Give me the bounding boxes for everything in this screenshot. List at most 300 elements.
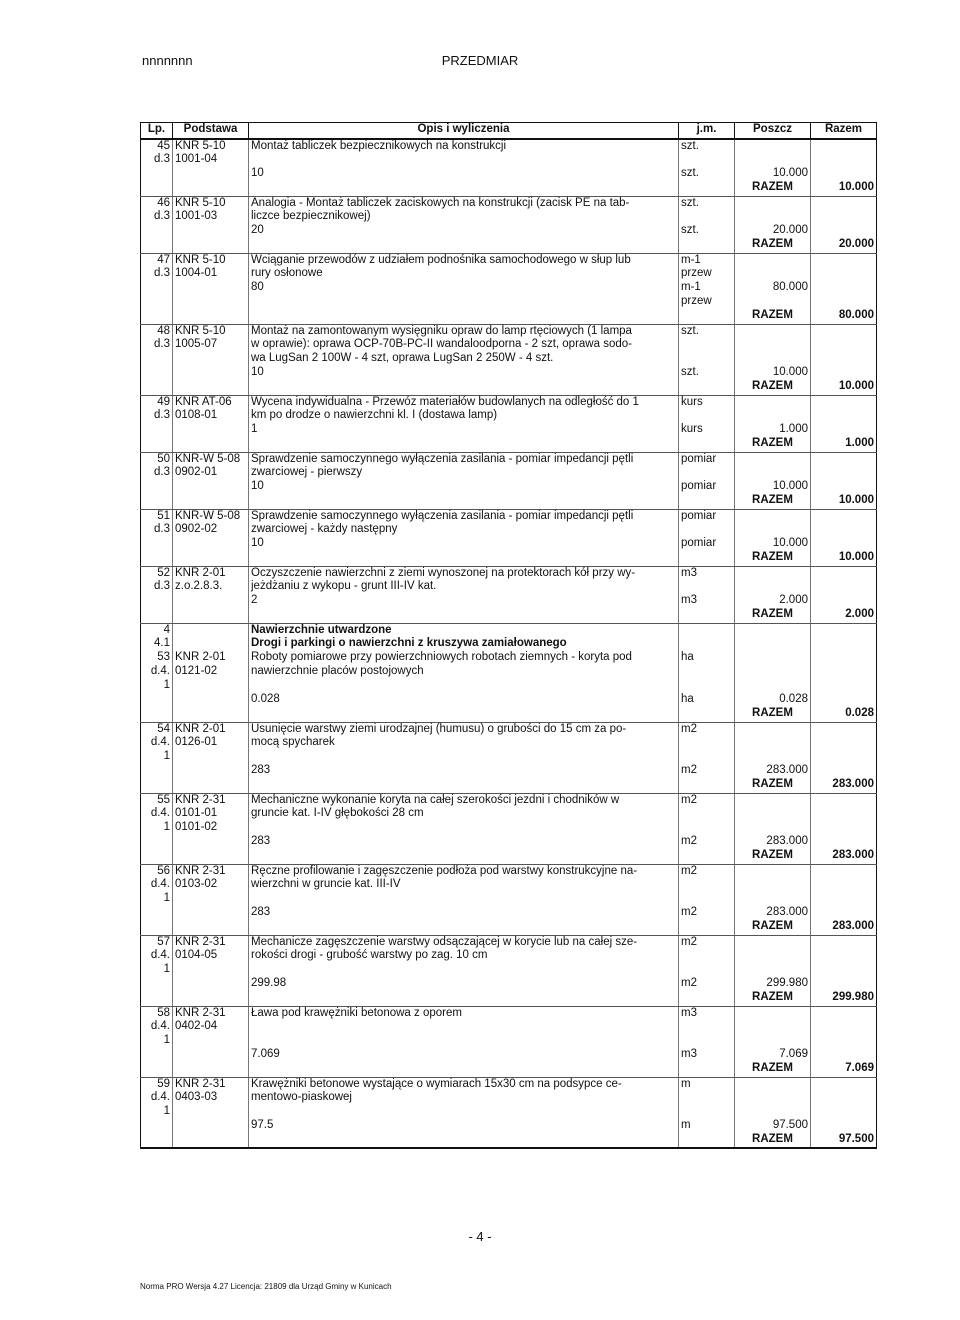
table-row: [141, 153, 877, 167]
col-header-opis: Opis i wyliczenia: [249, 123, 679, 140]
cell-lp: [141, 309, 173, 324]
cell-jm: [679, 181, 735, 196]
cell-razem: [811, 679, 877, 693]
cell-razem: [811, 196, 877, 210]
cell-jm: szt.: [679, 366, 735, 380]
cell-opis: [249, 707, 679, 722]
cell-poszcz: [735, 409, 811, 423]
cell-lp: [141, 707, 173, 722]
page-number: - 4 -: [468, 1229, 492, 1244]
cell-jm: [679, 580, 735, 594]
cell-podstawa: z.o.2.8.3.: [173, 580, 249, 594]
cell-poszcz: [735, 338, 811, 352]
cell-poszcz: [735, 736, 811, 750]
cell-razem: [811, 977, 877, 991]
cell-poszcz: [735, 665, 811, 679]
cell-podstawa: [173, 977, 249, 991]
cell-podstawa: 0104-05: [173, 949, 249, 963]
cell-opis: Sprawdzenie samoczynnego wyłączenia zasilania - pomiar impedancji pętli: [249, 509, 679, 523]
table-row: [141, 736, 877, 750]
cell-lp: [141, 238, 173, 253]
cell-jm: [679, 679, 735, 693]
cell-podstawa: [173, 608, 249, 623]
cell-podstawa: [173, 906, 249, 920]
cell-poszcz: [735, 267, 811, 281]
cell-podstawa: [173, 181, 249, 196]
cell-razem: [811, 566, 877, 580]
cell-lp: 58: [141, 1006, 173, 1020]
cell-razem: [811, 750, 877, 764]
cell-razem: [811, 338, 877, 352]
cell-razem: 0.028: [811, 707, 877, 722]
cell-jm: [679, 238, 735, 253]
table-row: [141, 835, 877, 849]
cell-podstawa: [173, 1034, 249, 1048]
cell-lp: [141, 352, 173, 366]
cell-lp: [141, 437, 173, 452]
cell-razem: [811, 409, 877, 423]
cell-jm: [679, 665, 735, 679]
cell-jm: [679, 338, 735, 352]
cell-poszcz: [735, 210, 811, 224]
table-row: [141, 722, 877, 736]
table-row: [141, 267, 877, 281]
table-body: [141, 139, 877, 1148]
cell-opis: [249, 551, 679, 566]
cell-lp: 49: [141, 395, 173, 409]
cell-lp: 45: [141, 139, 173, 153]
cell-lp: 1: [141, 1034, 173, 1048]
cell-podstawa: 0103-02: [173, 878, 249, 892]
cell-opis: zwarciowej - każdy następny: [249, 523, 679, 537]
cell-jm: [679, 1091, 735, 1105]
cell-lp: [141, 849, 173, 864]
table-row: [141, 295, 877, 309]
cell-jm: [679, 494, 735, 509]
cell-poszcz: [735, 466, 811, 480]
table-row: [141, 1077, 877, 1091]
cell-poszcz: [735, 793, 811, 807]
razem-row: [141, 437, 877, 452]
cell-razem: 10.000: [811, 380, 877, 395]
cell-razem: 283.000: [811, 849, 877, 864]
cell-razem: [811, 153, 877, 167]
cell-poszcz: RAZEM: [735, 608, 811, 623]
razem-row: [141, 494, 877, 509]
cell-razem: [811, 352, 877, 366]
cell-podstawa: KNR AT-06: [173, 395, 249, 409]
cell-opis: [249, 920, 679, 935]
cell-razem: [811, 736, 877, 750]
cell-razem: [811, 1091, 877, 1105]
cell-lp: [141, 977, 173, 991]
cell-lp: 47: [141, 253, 173, 267]
cell-opis: Oczyszczenie nawierzchni z ziemi wynoszonej na protektorach kół przy wy-: [249, 566, 679, 580]
cell-jm: m3: [679, 566, 735, 580]
cell-jm: [679, 608, 735, 623]
cell-jm: [679, 821, 735, 835]
cell-podstawa: [173, 594, 249, 608]
cell-podstawa: 0121-02: [173, 665, 249, 679]
cell-podstawa: KNR-W 5-08: [173, 509, 249, 523]
cell-opis: rokości drogi - grubość warstwy po zag. 10 cm: [249, 949, 679, 963]
cell-lp: d.3: [141, 409, 173, 423]
cell-razem: 2.000: [811, 608, 877, 623]
cell-poszcz: [735, 892, 811, 906]
cell-podstawa: KNR 2-01: [173, 651, 249, 665]
cell-podstawa: [173, 764, 249, 778]
cell-podstawa: [173, 707, 249, 722]
cell-opis: wierzchni w gruncie kat. III-IV: [249, 878, 679, 892]
cell-lp: d.3: [141, 580, 173, 594]
cell-lp: d.3: [141, 466, 173, 480]
cell-razem: [811, 892, 877, 906]
table-row: [141, 1006, 877, 1020]
table-row: [141, 679, 877, 693]
table-row: [141, 466, 877, 480]
cell-lp: 48: [141, 324, 173, 338]
cell-opis: [249, 608, 679, 623]
cell-razem: [811, 1034, 877, 1048]
cell-jm: [679, 892, 735, 906]
cell-podstawa: 0108-01: [173, 409, 249, 423]
cell-podstawa: [173, 309, 249, 324]
cell-opis: Mechaniczne wykonanie koryta na całej szerokości jezdni i chodników w: [249, 793, 679, 807]
cell-jm: m: [679, 1119, 735, 1133]
cell-razem: 7.069: [811, 1062, 877, 1077]
cell-poszcz: [735, 452, 811, 466]
cell-poszcz: [735, 566, 811, 580]
table-row: [141, 977, 877, 991]
cell-razem: [811, 139, 877, 153]
table-row: [141, 1034, 877, 1048]
cell-lp: [141, 778, 173, 793]
table-row: [141, 196, 877, 210]
cell-poszcz: [735, 352, 811, 366]
table-row: [141, 793, 877, 807]
cell-jm: [679, 949, 735, 963]
cell-lp: [141, 991, 173, 1006]
cell-opis: [249, 821, 679, 835]
cell-opis: [249, 991, 679, 1006]
col-header-jm: j.m.: [679, 123, 735, 140]
cell-opis: [249, 778, 679, 793]
cell-poszcz: [735, 935, 811, 949]
cell-lp: d.4.: [141, 1091, 173, 1105]
cell-razem: [811, 1006, 877, 1020]
cell-podstawa: [173, 380, 249, 395]
cell-jm: pomiar: [679, 452, 735, 466]
cell-razem: [811, 1077, 877, 1091]
cell-opis: 1: [249, 423, 679, 437]
cell-poszcz: [735, 679, 811, 693]
cell-razem: [811, 423, 877, 437]
cell-poszcz: [735, 1105, 811, 1119]
razem-row: [141, 551, 877, 566]
cell-opis: zwarciowej - pierwszy: [249, 466, 679, 480]
cell-poszcz: 1.000: [735, 423, 811, 437]
cell-lp: 4: [141, 623, 173, 637]
cell-lp: d.4.: [141, 736, 173, 750]
cell-poszcz: RAZEM: [735, 238, 811, 253]
cell-opis: [249, 494, 679, 509]
cell-jm: [679, 409, 735, 423]
razem-row: [141, 849, 877, 864]
cell-jm: [679, 153, 735, 167]
cell-lp: 1: [141, 963, 173, 977]
table-row: [141, 409, 877, 423]
cell-opis: 80: [249, 281, 679, 295]
table-row: [141, 210, 877, 224]
cell-razem: [811, 210, 877, 224]
table-row: [141, 594, 877, 608]
cell-lp: d.3: [141, 338, 173, 352]
cell-jm: [679, 1034, 735, 1048]
cell-lp: d.3: [141, 210, 173, 224]
cell-podstawa: [173, 1048, 249, 1062]
cell-lp: [141, 764, 173, 778]
cell-opis: Ręczne profilowanie i zagęszczenie podłoża pod warstwy konstrukcyjne na-: [249, 864, 679, 878]
table-row: [141, 338, 877, 352]
table-row: [141, 224, 877, 238]
cell-podstawa: [173, 679, 249, 693]
cell-podstawa: [173, 1119, 249, 1133]
table-row: [141, 253, 877, 267]
table-row: [141, 864, 877, 878]
cell-razem: [811, 295, 877, 309]
cell-jm: [679, 623, 735, 637]
cell-jm: [679, 1020, 735, 1034]
cell-opis: w oprawie): oprawa OCP-70B-PC-II wandaloodporna - 2 szt, oprawa sodo-: [249, 338, 679, 352]
cell-jm: m3: [679, 594, 735, 608]
cell-poszcz: 283.000: [735, 906, 811, 920]
cell-poszcz: [735, 807, 811, 821]
table-row: [141, 892, 877, 906]
table-row: [141, 637, 877, 651]
table-row: [141, 523, 877, 537]
cell-razem: [811, 594, 877, 608]
cell-razem: 283.000: [811, 778, 877, 793]
cell-opis: [249, 1020, 679, 1034]
razem-row: [141, 707, 877, 722]
cell-razem: [811, 793, 877, 807]
table-row: [141, 395, 877, 409]
cell-poszcz: RAZEM: [735, 494, 811, 509]
cell-razem: [811, 693, 877, 707]
cell-lp: 1: [141, 679, 173, 693]
cell-jm: szt.: [679, 167, 735, 181]
cell-opis: 283: [249, 835, 679, 849]
cell-podstawa: [173, 920, 249, 935]
table-row: [141, 352, 877, 366]
cell-podstawa: KNR 2-01: [173, 566, 249, 580]
cell-razem: [811, 722, 877, 736]
cell-podstawa: 0902-02: [173, 523, 249, 537]
cell-poszcz: [735, 580, 811, 594]
cell-jm: [679, 807, 735, 821]
cell-razem: [811, 466, 877, 480]
cell-poszcz: 20.000: [735, 224, 811, 238]
cell-poszcz: 97.500: [735, 1119, 811, 1133]
cell-lp: 57: [141, 935, 173, 949]
cell-poszcz: RAZEM: [735, 991, 811, 1006]
cell-poszcz: [735, 963, 811, 977]
cell-lp: [141, 480, 173, 494]
cell-razem: [811, 623, 877, 637]
cell-poszcz: RAZEM: [735, 1133, 811, 1148]
cell-lp: [141, 167, 173, 181]
cell-razem: [811, 537, 877, 551]
cell-poszcz: RAZEM: [735, 181, 811, 196]
cell-podstawa: [173, 551, 249, 566]
cell-poszcz: RAZEM: [735, 920, 811, 935]
cell-razem: [811, 935, 877, 949]
cell-lp: d.4.: [141, 807, 173, 821]
cell-jm: [679, 380, 735, 395]
razem-row: [141, 608, 877, 623]
cell-poszcz: 10.000: [735, 537, 811, 551]
cell-jm: [679, 309, 735, 324]
cell-opis: 10: [249, 366, 679, 380]
cell-jm: szt.: [679, 324, 735, 338]
cell-podstawa: [173, 750, 249, 764]
cell-razem: [811, 452, 877, 466]
cell-jm: [679, 849, 735, 864]
razem-row: [141, 778, 877, 793]
cell-jm: m3: [679, 1006, 735, 1020]
cell-razem: [811, 480, 877, 494]
cell-opis: nawierzchnie placów postojowych: [249, 665, 679, 679]
cell-jm: [679, 736, 735, 750]
cell-jm: [679, 1133, 735, 1148]
cell-podstawa: KNR 2-31: [173, 793, 249, 807]
cell-jm: m3: [679, 1048, 735, 1062]
cell-poszcz: 2.000: [735, 594, 811, 608]
cell-podstawa: [173, 693, 249, 707]
cell-poszcz: [735, 750, 811, 764]
cell-podstawa: [173, 480, 249, 494]
cell-lp: 55: [141, 793, 173, 807]
table-row: [141, 566, 877, 580]
cell-podstawa: 1001-04: [173, 153, 249, 167]
table-row: [141, 750, 877, 764]
cell-opis: 2: [249, 594, 679, 608]
cell-podstawa: [173, 623, 249, 637]
cell-opis: Montaż tabliczek bezpiecznikowych na konstrukcji: [249, 139, 679, 153]
table-row: [141, 764, 877, 778]
cell-jm: pomiar: [679, 509, 735, 523]
cell-opis: Wciąganie przewodów z udziałem podnośnika samochodowego w słup lub: [249, 253, 679, 267]
table-row: [141, 906, 877, 920]
cell-poszcz: [735, 722, 811, 736]
cell-jm: szt.: [679, 139, 735, 153]
cell-jm: [679, 523, 735, 537]
cell-lp: d.4.: [141, 878, 173, 892]
cell-razem: [811, 253, 877, 267]
cell-jm: przew: [679, 295, 735, 309]
cell-opis: Drogi i parkingi o nawierzchni z kruszywa zamiałowanego: [249, 637, 679, 651]
cell-poszcz: RAZEM: [735, 309, 811, 324]
cell-jm: m-1: [679, 281, 735, 295]
cell-opis: [249, 181, 679, 196]
cell-podstawa: [173, 352, 249, 366]
cell-jm: [679, 437, 735, 452]
software-license-note: Norma PRO Wersja 4.27 Licencja: 21809 dla Urząd Gminy w Kunicach: [140, 1282, 392, 1291]
cell-podstawa: [173, 238, 249, 253]
cell-lp: 1: [141, 821, 173, 835]
cell-lp: [141, 1048, 173, 1062]
razem-row: [141, 309, 877, 324]
cell-poszcz: 283.000: [735, 764, 811, 778]
cell-jm: [679, 920, 735, 935]
cell-opis: liczce bezpiecznikowej): [249, 210, 679, 224]
przedmiar-table: [140, 122, 877, 1149]
cell-poszcz: 10.000: [735, 167, 811, 181]
cell-lp: d.4.: [141, 1020, 173, 1034]
cell-jm: [679, 991, 735, 1006]
cell-poszcz: RAZEM: [735, 849, 811, 864]
cell-opis: [249, 153, 679, 167]
cell-poszcz: [735, 509, 811, 523]
cell-poszcz: [735, 253, 811, 267]
cell-razem: [811, 665, 877, 679]
cell-opis: Sprawdzenie samoczynnego wyłączenia zasilania - pomiar impedancji pętli: [249, 452, 679, 466]
razem-row: [141, 380, 877, 395]
cell-poszcz: [735, 1077, 811, 1091]
cell-opis: 10: [249, 167, 679, 181]
cell-lp: [141, 224, 173, 238]
cell-opis: jeżdżaniu z wykopu - grunt III-IV kat.: [249, 580, 679, 594]
cell-opis: rury osłonowe: [249, 267, 679, 281]
cell-jm: [679, 551, 735, 566]
cell-lp: 59: [141, 1077, 173, 1091]
cell-podstawa: [173, 849, 249, 864]
table-row: [141, 1105, 877, 1119]
cell-opis: [249, 295, 679, 309]
cell-podstawa: KNR 2-31: [173, 1006, 249, 1020]
table-row: [141, 423, 877, 437]
cell-opis: Krawężniki betonowe wystające o wymiarach 15x30 cm na podsypce ce-: [249, 1077, 679, 1091]
cell-lp: [141, 920, 173, 935]
cell-podstawa: KNR 2-31: [173, 935, 249, 949]
table-row: [141, 807, 877, 821]
cell-lp: [141, 906, 173, 920]
cell-jm: [679, 210, 735, 224]
cell-opis: [249, 437, 679, 452]
cell-poszcz: [735, 139, 811, 153]
cell-jm: m2: [679, 835, 735, 849]
cell-razem: 1.000: [811, 437, 877, 452]
table-row: [141, 665, 877, 679]
cell-jm: [679, 750, 735, 764]
cell-lp: 50: [141, 452, 173, 466]
table-row: [141, 1091, 877, 1105]
cell-jm: kurs: [679, 395, 735, 409]
cell-opis: 283: [249, 906, 679, 920]
cell-poszcz: 80.000: [735, 281, 811, 295]
cell-poszcz: 10.000: [735, 480, 811, 494]
table-row: [141, 167, 877, 181]
cell-opis: Usunięcie warstwy ziemi urodzajnej (humusu) o grubości do 15 cm za po-: [249, 722, 679, 736]
cell-poszcz: [735, 878, 811, 892]
cell-podstawa: KNR 5-10: [173, 253, 249, 267]
cell-podstawa: 1005-07: [173, 338, 249, 352]
cell-lp: [141, 551, 173, 566]
col-header-lp: Lp.: [141, 123, 173, 140]
cell-opis: [249, 963, 679, 977]
cell-opis: [249, 892, 679, 906]
table-row: [141, 949, 877, 963]
